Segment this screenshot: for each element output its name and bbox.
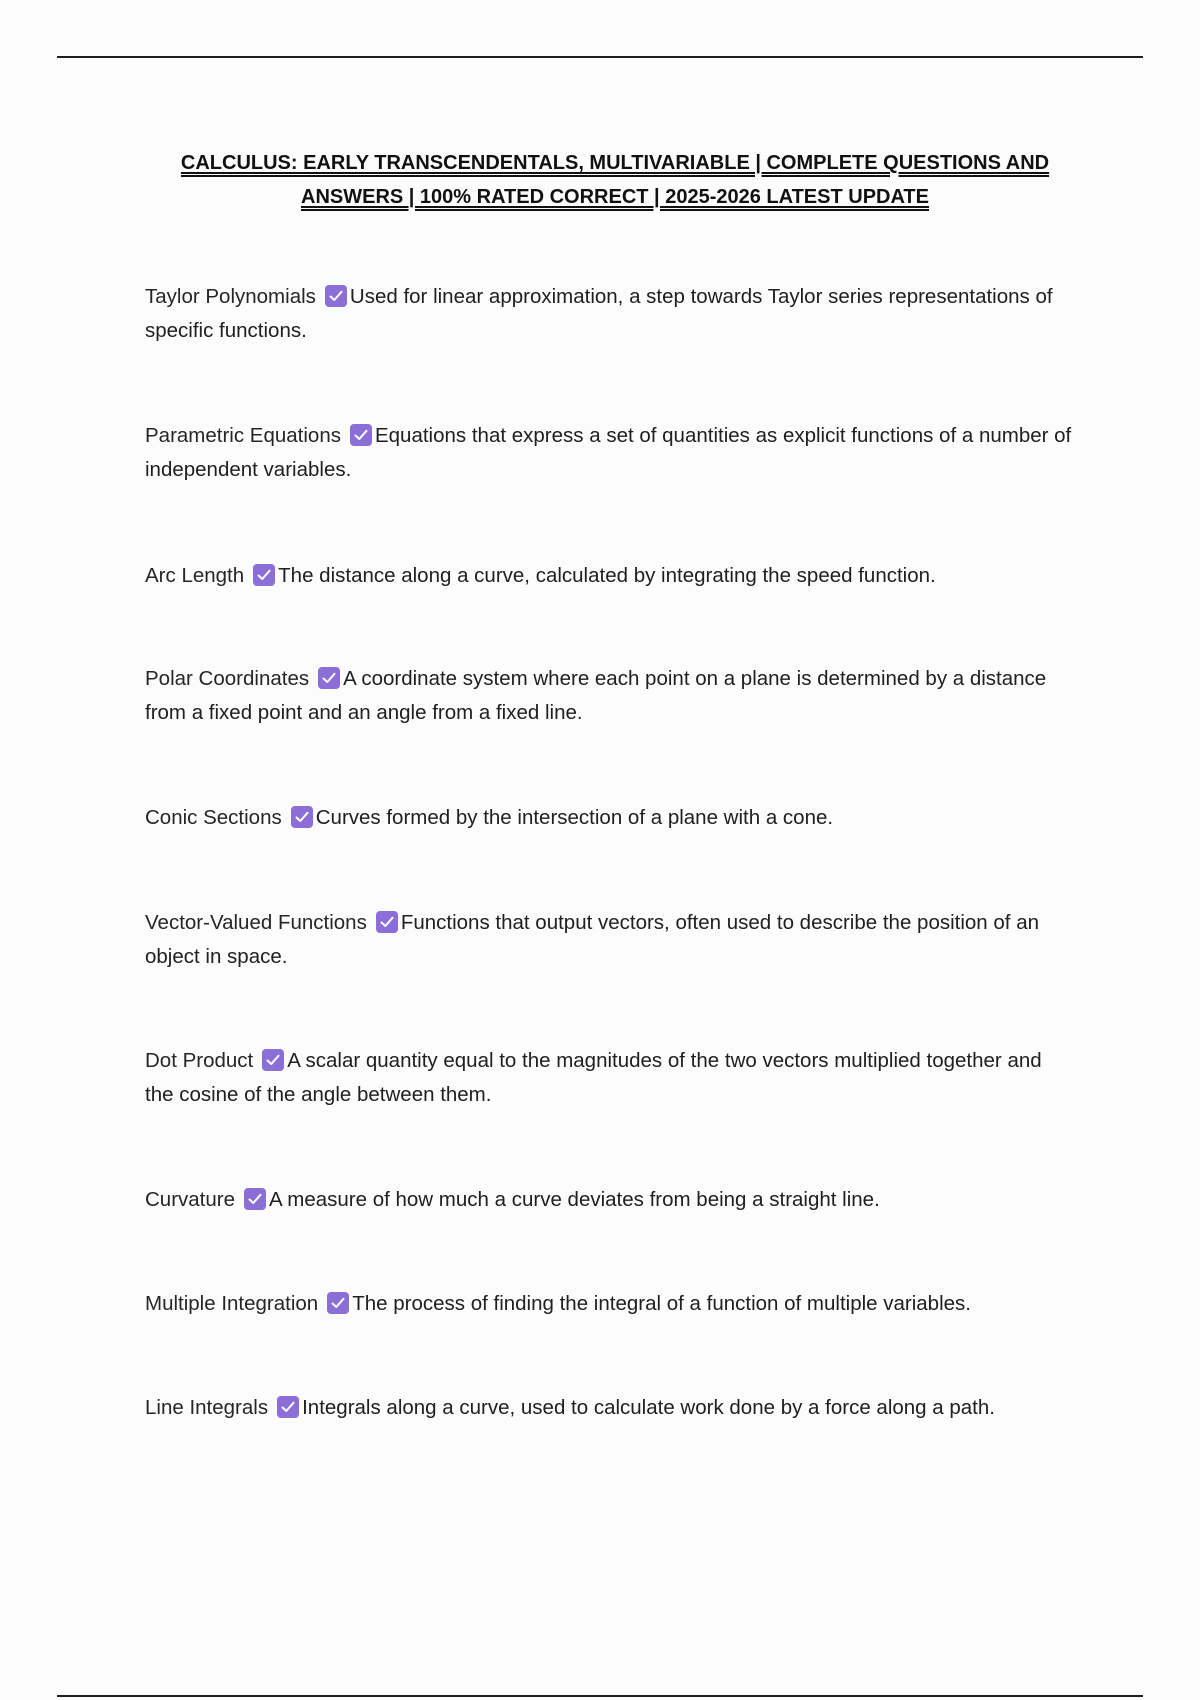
qa-entry xyxy=(145,662,1075,730)
entry-definition: The process of finding the integral of a function of multiple variables. xyxy=(352,1292,971,1315)
checkmark-icon xyxy=(291,806,313,828)
qa-entry xyxy=(145,1391,1075,1425)
entry-term: Dot Product xyxy=(145,1049,254,1072)
qa-entry xyxy=(145,1287,1075,1321)
entry-definition: A measure of how much a curve deviates from being a straight line. xyxy=(269,1188,880,1211)
qa-entry xyxy=(145,906,1075,974)
entry-term: Parametric Equations xyxy=(145,424,341,447)
checkmark-icon xyxy=(350,424,372,446)
checkmark-icon xyxy=(262,1049,284,1071)
title-line-2: ANSWERS | 100% RATED CORRECT | 2025-2026 LATEST UPDATE xyxy=(301,186,929,208)
checkmark-icon xyxy=(376,911,398,933)
qa-entry xyxy=(145,801,1075,835)
entry-definition: Integrals along a curve, used to calculate work done by a force along a path. xyxy=(302,1396,995,1419)
checkmark-icon xyxy=(277,1396,299,1418)
qa-entry xyxy=(145,559,1075,593)
entry-term: Arc Length xyxy=(145,564,245,587)
entry-term: Vector-Valued Functions xyxy=(145,911,367,934)
checkmark-icon xyxy=(253,564,275,586)
title-line-1: CALCULUS: EARLY TRANSCENDENTALS, MULTIVARIABLE | COMPLETE QUESTIONS AND xyxy=(180,152,1050,174)
entry-term: Curvature xyxy=(145,1188,236,1211)
checkmark-icon xyxy=(244,1188,266,1210)
qa-entry xyxy=(145,419,1075,487)
entry-definition: Curves formed by the intersection of a plane with a cone. xyxy=(315,806,834,829)
entry-definition: Used for linear approximation, a step towards Taylor series representations of specific functions. xyxy=(145,285,1053,342)
qa-entry xyxy=(145,1044,1075,1112)
entry-term: Conic Sections xyxy=(145,806,282,829)
entry-term: Line Integrals xyxy=(145,1396,269,1419)
entry-definition: A coordinate system where each point on a plane is determined by a distance from a fixed point and an angle from a fixed line. xyxy=(145,667,1047,724)
entry-definition: Functions that output vectors, often used to describe the position of an object in space. xyxy=(145,911,1040,968)
page-title xyxy=(150,146,1080,214)
entry-definition: A scalar quantity equal to the magnitudes of the two vectors multiplied together and the cosine of the angle between them. xyxy=(145,1049,1042,1106)
checkmark-icon xyxy=(327,1292,349,1314)
qa-entry xyxy=(145,280,1075,348)
bottom-rule xyxy=(57,1695,1143,1697)
entry-definition: Equations that express a set of quantities as explicit functions of a number of independent variables. xyxy=(145,424,1072,481)
entry-term: Taylor Polynomials xyxy=(145,285,316,308)
checkmark-icon xyxy=(318,667,340,689)
entry-term: Multiple Integration xyxy=(145,1292,319,1315)
entry-term: Polar Coordinates xyxy=(145,667,310,690)
entry-definition: The distance along a curve, calculated by integrating the speed function. xyxy=(278,564,936,587)
qa-entry xyxy=(145,1183,1075,1217)
top-rule xyxy=(57,56,1143,58)
checkmark-icon xyxy=(325,285,347,307)
